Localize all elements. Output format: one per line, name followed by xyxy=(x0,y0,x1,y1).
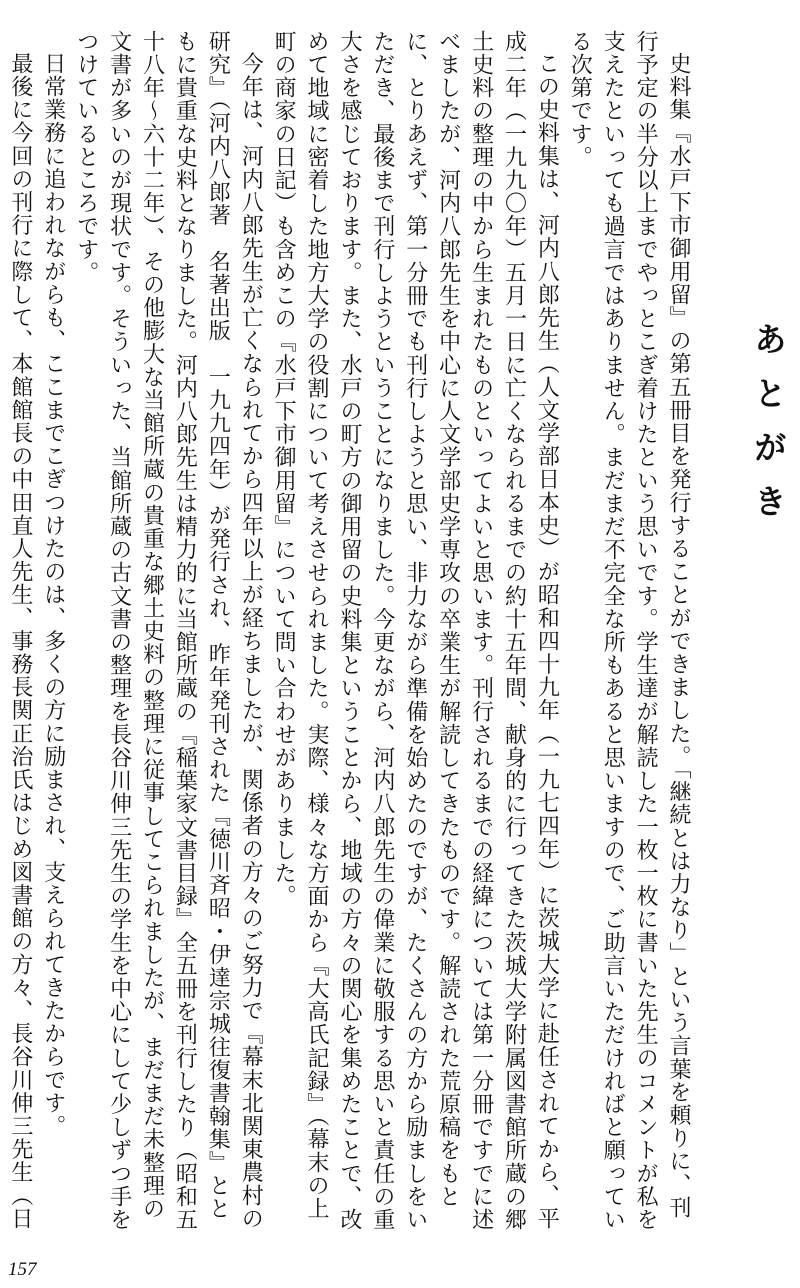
paragraph: 史料集『水戸下市御用留』の第五冊目を発行することができました。「継続とは力なり」という言葉を頼りに、刊行予定の半分以上までやっとこぎ着けたという思いです。学生達が解読した一枚一枚に書いた先生のコメントが私を支えたといっても過言ではありません。まだまだ不完全な所もあると思いますので、ご助言いただければと願っている次第です。 xyxy=(567,30,691,1232)
paragraph: 今年は、河内八郎先生が亡くなられてから四年以上が経ちましたが、関係者の方々のご努力で『幕末北関東農村の研究』（河内八郎著 名著出版 一九九四年）が発行され、昨年発刊された『徳川斉昭・伊達宗城往復書翰集』とともに貴重な史料となりました。河内八郎先生は精力的に当館所蔵の『稲葉家文書目録』全五冊を刊行したり（昭和五十八年～六十二年）、その他膨大な当館所蔵の貴重な郷土史料の整理に従事してこられましたが、まだまだ未整理の文書が多いのが現状です。そういった、当館所蔵の古文書の整理を長谷川伸三先生の学生を中心にして少しずつ手をつけているところです。 xyxy=(73,30,264,1232)
paragraph: 最後に今回の刊行に際して、本館館長の中田直人先生、事務長関正治氏はじめ図書館の方々、長谷川伸三先生（日 xyxy=(7,52,33,1231)
page-number: 157 xyxy=(8,1259,37,1280)
paragraph: 日常業務に追われながらも、ここまでこぎつけたのは、多くの方に励まされ、支えられてきたからです。 xyxy=(40,52,66,1138)
afterword-body xyxy=(7,30,694,1242)
paragraph: この史料集は、河内八郎先生（人文学部日本史）が昭和四十九年（一九七四年）に茨城大学に赴任されてから、平成二年（一九九〇年）五月一日に亡くなられるまでの約十五年間、献身的に行ってきた茨城大学附属図書館所蔵の郷土史料の整理の中から生まれたものといってよいと思います。刊行されるまでの経緯については第一分冊ですでに述べましたが、河内八郎先生を中心に人文学部史学専攻の卒業生が解読してきたものです。解読された荒原稿をもとに、とりあえず、第一分冊でも刊行しようと思い、非力ながら準備を始めたのですが、たくさんの方から励ましをいただき、最後まで刊行しようということになりました。今更ながら、河内八郎先生の偉業に敬服する思いと責任の重大さを感じております。また、水戸の町方の御用留の史料集ということから、地域の方々の関心を集めたことで、改めて地域に密着した地方大学の役割について考えさせられました。実際、様々な方面から『大高氏記録』（幕末の上町の商家の日記）も含めこの『水戸下市御用留』について問い合わせがありました。 xyxy=(271,30,560,1232)
page-title: あとがき xyxy=(749,322,788,538)
